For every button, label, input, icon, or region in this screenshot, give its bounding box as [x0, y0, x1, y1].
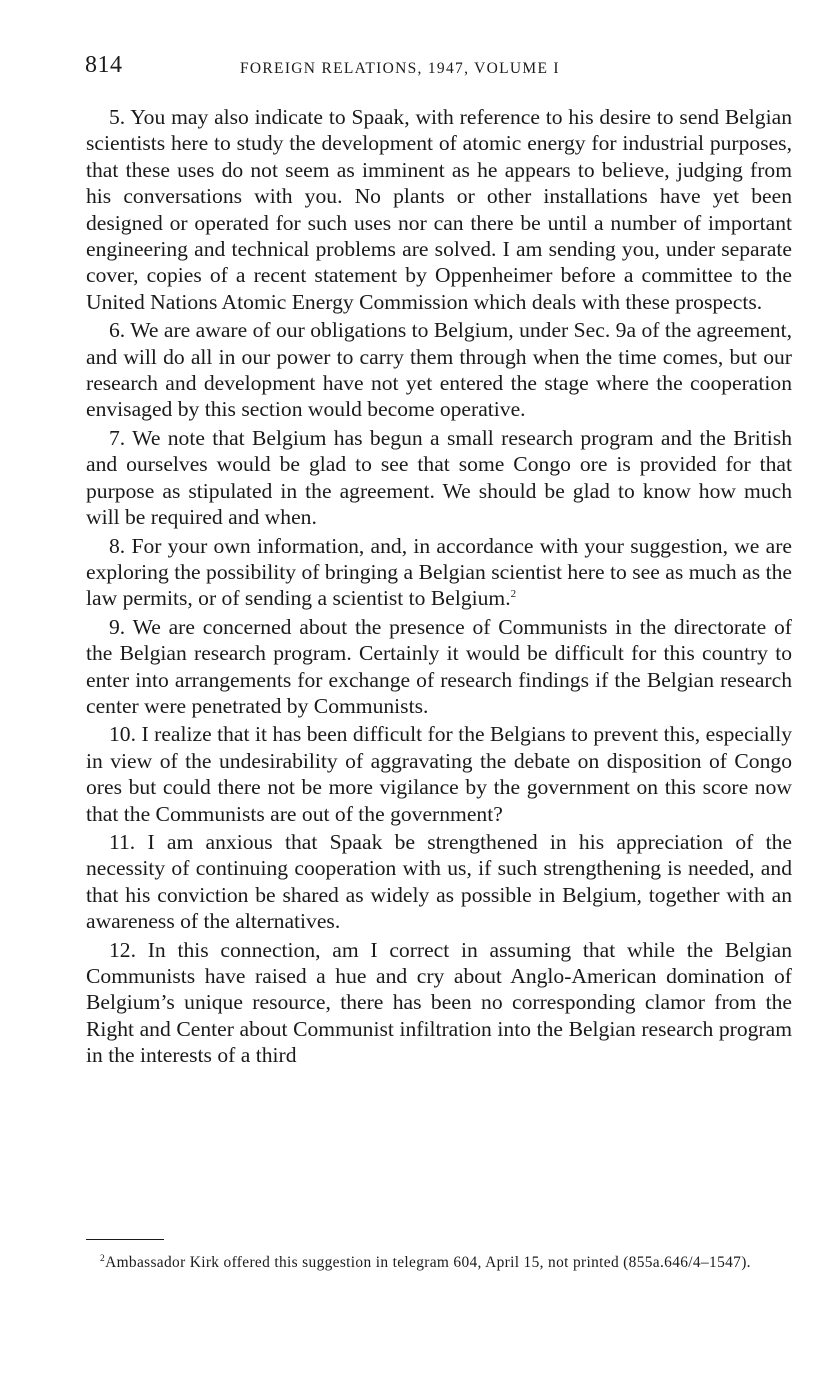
- paragraph-8-text: 8. For your own information, and, in accordance with your suggestion, we are exploring the possibility of bringing a Belgian scientist here to see as much as the law permits, or of sending a scientist to Belgium.: [86, 533, 792, 611]
- paragraph-5: 5. You may also indicate to Spaak, with reference to his desire to send Belgian scientists here to study the development of atomic energy for industrial purposes, that these uses do not seem as imminent as he appears to believe, judging from his conversations with you. No plants or other installations have yet been designed or operated for such uses nor can there be until a number of important engineering and technical problems are solved. I am sending you, under separate cover, copies of a recent statement by Oppenheimer before a committee to the United Nations Atomic Energy Commission which deals with these prospects.: [86, 105, 792, 314]
- paragraph-10: 10. I realize that it has been difficult for the Belgians to prevent this, especially in view of the undesirability of aggravating the debate on disposition of Congo ores but could there not be more vigilance by the government on this score now that the Communists are out of the government?: [86, 722, 792, 826]
- paragraph-6: 6. We are aware of our obligations to Belgium, under Sec. 9a of the agreement, and will do all in our power to carry them through when the time comes, but our research and development have not yet entered the stage where the cooperation envisaged by this section would become operative.: [86, 318, 792, 422]
- paragraph-8: [86, 533, 792, 612]
- footnote-text: Ambassador Kirk offered this suggestion in telegram 604, April 15, not printed (855a.646/4–1547).: [105, 1254, 751, 1271]
- paragraph-11: 11. I am anxious that Spaak be strengthened in his appreciation of the necessity of continuing cooperation with us, if such strengthening is needed, and that his conviction be shared as widely as possible in Belgium, together with an awareness of the alternatives.: [86, 829, 792, 934]
- page-header: [85, 52, 795, 92]
- footnote-reference[interactable]: 2: [510, 588, 517, 601]
- page-number: 814: [85, 52, 123, 78]
- footnote: [86, 1253, 792, 1272]
- body-text: [86, 104, 792, 1069]
- paragraph-7: 7. We note that Belgium has begun a small research program and the British and ourselves would be glad to see that some Congo ore is provided for that purpose as stipulated in the agreement. We should be glad to know how much will be required and when.: [86, 425, 792, 530]
- footnote-divider: [86, 1239, 164, 1240]
- paragraph-9: 9. We are concerned about the presence of Communists in the directorate of the Belgian research program. Certainly it would be difficult for this country to enter into arrangements for exchange of research findings if the Belgian research center were penetrated by Communists.: [86, 614, 792, 718]
- footnote-mark: 2: [100, 1254, 106, 1264]
- running-head: FOREIGN RELATIONS, 1947, VOLUME I: [240, 60, 560, 77]
- paragraph-12: 12. In this connection, am I correct in assuming that while the Belgian Communists have raised a hue and cry about Anglo-American domination of Belgium’s unique resource, there has been no corresponding clamor from the Right and Center about Communist infiltration into the Belgian research program in the interests of a third: [86, 937, 792, 1068]
